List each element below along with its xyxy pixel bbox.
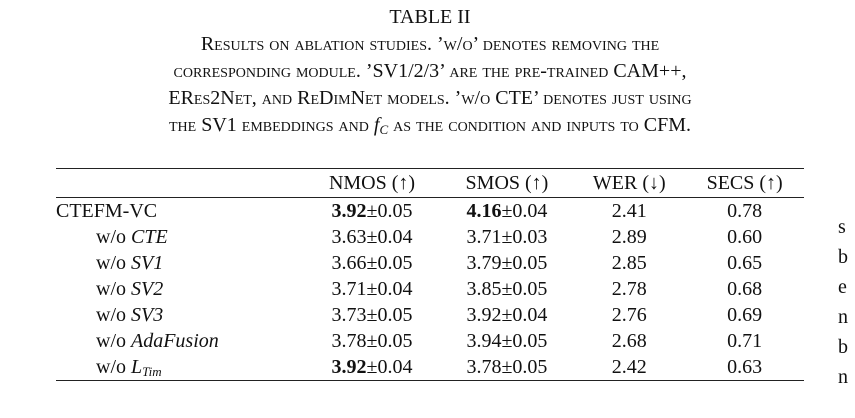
cell-wer: 2.89 [611,226,647,248]
cell-smos-std: ±0.05 [501,330,548,352]
caption-line-4 [0,112,855,139]
cell-smos [441,354,574,381]
results-table [56,168,804,381]
cell-nmos [303,302,440,328]
cell-smos [441,302,574,328]
caption-line-2: corresponding module. ’SV1/2/3’ are the pre-trained CAM++, [173,60,687,82]
cell-wer: 2.42 [611,356,647,378]
table-row [56,198,804,225]
cell-secs: 0.78 [727,200,763,222]
cropped-text-line: b [838,246,848,268]
table-label: TABLE II [389,6,471,28]
cropped-text-line: n [838,366,848,388]
row-model-name [131,356,162,378]
table-row [56,276,804,302]
header-model [56,169,303,198]
caption-line-3: ERes2Net, and ReDimNet models. ’w/o CTE’ denotes just using [168,87,692,109]
cell-wer: 2.78 [611,278,647,300]
cell-nmos-mean: 3.92 [331,356,367,378]
header-smos: SMOS (↑) [465,172,549,194]
cell-smos-mean: 3.92 [466,304,502,326]
caption-line-4-pre: the SV1 embeddings and [169,114,374,136]
table-row [56,302,804,328]
cell-smos-mean: 3.85 [466,278,502,300]
cropped-body-text [838,212,848,392]
cell-nmos-mean: 3.63 [331,226,367,248]
cropped-text-line: b [838,336,848,358]
cell-secs: 0.63 [727,356,763,378]
row-model-prefix: w/o [96,356,131,378]
table-row [56,354,804,381]
row-model-name: SV2 [131,278,164,300]
row-model [56,224,303,250]
row-model-name: CTE [131,226,168,248]
row-model [56,354,303,381]
cropped-text-line: e [838,276,847,298]
cell-smos-mean: 3.78 [466,356,502,378]
cell-nmos-mean: 3.92 [331,200,367,222]
cell-nmos-std: ±0.05 [366,304,413,326]
cell-smos-std: ±0.04 [501,200,548,222]
header-wer: WER (↓) [592,172,666,194]
cell-nmos-mean: 3.66 [331,252,367,274]
cell-nmos [303,354,440,381]
row-model [56,250,303,276]
cell-smos-std: ±0.05 [501,356,548,378]
caption-line-1: Results on ablation studies. ’w/o’ denotes removing the [200,33,660,55]
cell-smos [441,276,574,302]
cell-nmos [303,328,440,354]
header-nmos: NMOS (↑) [328,172,416,194]
row-model-name: SV1 [131,252,164,274]
cell-nmos-std: ±0.04 [366,278,413,300]
cropped-text-line: n [838,306,848,328]
cell-smos-std: ±0.05 [501,252,548,274]
table-caption [0,4,855,139]
table-row [56,250,804,276]
cell-nmos-mean: 3.78 [331,330,367,352]
cell-secs: 0.65 [727,252,763,274]
cell-nmos [303,198,440,225]
cell-smos [441,198,574,225]
cell-wer: 2.85 [611,252,647,274]
header-secs: SECS (↑) [706,172,783,194]
row-model-prefix: w/o [96,304,131,326]
cell-nmos-std: ±0.04 [366,226,413,248]
table-row [56,224,804,250]
cell-smos [441,224,574,250]
caption-math-f [374,114,388,136]
table-row [56,328,804,354]
caption-math-sub: C [379,122,389,137]
cell-nmos-std: ±0.05 [366,252,413,274]
cell-nmos-std: ±0.04 [366,356,413,378]
cell-smos-mean: 3.79 [466,252,502,274]
row-model-name: SV3 [131,304,164,326]
row-model [56,198,303,225]
cell-nmos [303,224,440,250]
cell-secs: 0.71 [727,330,763,352]
cell-wer: 2.68 [611,330,647,352]
cell-nmos-std: ±0.05 [366,330,413,352]
row-model-name: AdaFusion [131,330,219,352]
row-model-prefix: CTEFM-VC [56,200,158,222]
cell-nmos-mean: 3.71 [331,278,367,300]
cell-secs: 0.60 [727,226,763,248]
row-model-prefix: w/o [96,226,131,248]
cell-wer: 2.41 [611,200,647,222]
cell-smos-std: ±0.04 [501,304,548,326]
caption-line-4-post: as the condition and inputs to CFM. [388,114,691,136]
cell-smos-std: ±0.05 [501,278,548,300]
cell-nmos [303,250,440,276]
cell-nmos [303,276,440,302]
cell-smos-mean: 4.16 [466,200,502,222]
row-model-prefix: w/o [96,330,131,352]
cell-smos [441,250,574,276]
row-model [56,328,303,354]
cell-secs: 0.68 [727,278,763,300]
cell-smos-mean: 3.94 [466,330,502,352]
row-model-name-symbol: L [131,356,143,378]
caption-math-symbol: f [373,114,380,136]
cell-secs: 0.69 [727,304,763,326]
cell-smos-std: ±0.03 [501,226,548,248]
cell-nmos-mean: 3.73 [331,304,367,326]
cell-smos-mean: 3.71 [466,226,502,248]
table-header-row [56,169,804,198]
cell-nmos-std: ±0.05 [366,200,413,222]
row-model-prefix: w/o [96,278,131,300]
row-model [56,302,303,328]
cell-wer: 2.76 [611,304,647,326]
row-model-name-sub: Tim [142,364,162,379]
row-model [56,276,303,302]
cell-smos [441,328,574,354]
cropped-text-line: s [838,216,846,238]
row-model-prefix: w/o [96,252,131,274]
